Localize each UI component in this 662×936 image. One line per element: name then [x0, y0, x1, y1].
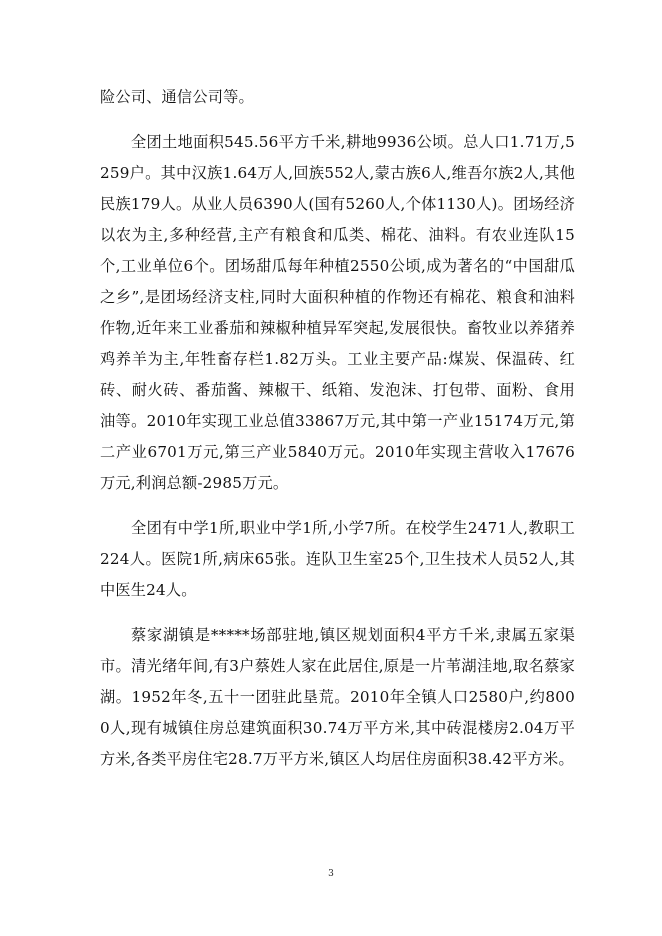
paragraph-continuation: 险公司、通信公司等。 [100, 88, 254, 106]
document-body [100, 82, 575, 789]
paragraph-caijiahu-town: 蔡家湖镇是*****场部驻地,镇区规划面积4平方千米,隶属五家渠市。清光绪年间,有3户蔡姓人家在此居住,原是一片苇湖洼地,取名蔡家湖。1952年冬,五十一团驻此垦荒。2010年全镇人口2580户,约8000人,现有城镇住房总建筑面积30.74万平方米,其中砖混楼房2.04万平方米,各类平房住宅28.7万平方米,镇区人均居住房面积38.42平方米。 [100, 626, 575, 768]
paragraph-education-health: 全团有中学1所,职业中学1所,小学7所。在校学生2471人,教职工224人。医院1所,病床65张。连队卫生室25个,卫生技术人员52人,其中医生24人。 [100, 519, 575, 599]
paragraph-land-population-economy: 全团土地面积545.56平方千米,耕地9936公顷。总人口1.71万,5259户。其中汉族1.64万人,回族552人,蒙古族6人,维吾尔族2人,其他民族179人。从业人员6390人(国有5260人,个体1130人)。团场经济以农为主,多种经营,主产有粮食和瓜类、棉花、油料。有农业连队15个,工业单位6个。团场甜瓜每年种植2550公顷,成为著名的“中国甜瓜之乡”,是团场经济支柱,同时大面积种植的作物还有棉花、粮食和油料作物,近年来工业番茄和辣椒种植异军突起,发展很快。畜牧业以养猪养鸡养羊为主,年牲畜存栏1.82万头。工业主要产品:煤炭、保温砖、红砖、耐火砖、番茄酱、辣椒干、纸箱、发泡沫、打包带、面粉、食用油等。2010年实现工业总值33867万元,其中第一产业15174万元,第二产业6701万元,第三产业5840万元。2010年实现主营收入17676万元,利润总额-2985万元。 [100, 133, 575, 492]
page-number: 3 [328, 869, 334, 879]
